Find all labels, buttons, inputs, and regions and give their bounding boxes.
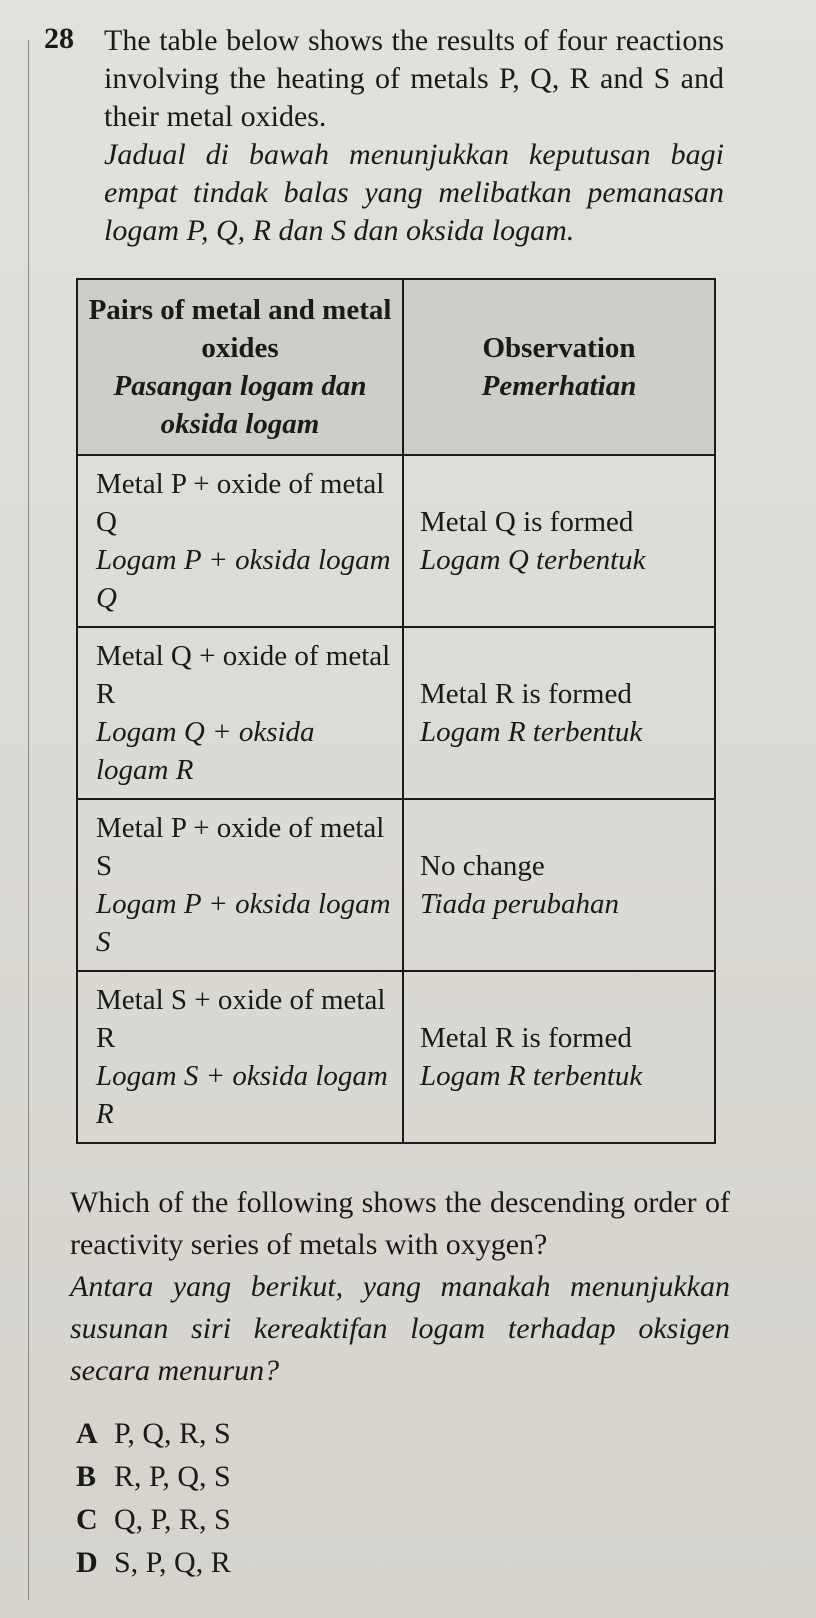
pair-malay: Logam P + oksida logam Q bbox=[96, 544, 391, 614]
option-letter: B bbox=[76, 1460, 97, 1493]
option-d[interactable] bbox=[76, 1541, 231, 1584]
header-observation-english: Observation bbox=[482, 332, 636, 364]
option-text: R, P, Q, S bbox=[114, 1460, 231, 1493]
observation-english: No change bbox=[420, 850, 545, 882]
pair-cell bbox=[77, 799, 403, 971]
header-pairs-malay: Pasangan logam dan oksida logam bbox=[113, 370, 367, 440]
option-c[interactable] bbox=[76, 1498, 231, 1541]
observation-cell bbox=[403, 627, 715, 799]
question-stem bbox=[104, 22, 724, 250]
pair-malay: Logam S + oksida logam R bbox=[96, 1060, 388, 1130]
observation-english: Metal Q is formed bbox=[420, 506, 634, 538]
pair-malay: Logam Q + oksida logam R bbox=[96, 716, 315, 786]
option-text: Q, P, R, S bbox=[114, 1503, 231, 1536]
observation-malay: Tiada perubahan bbox=[420, 888, 619, 920]
pair-english: Metal Q + oxide of metal R bbox=[96, 640, 391, 710]
option-text: S, P, Q, R bbox=[114, 1546, 231, 1579]
table-row bbox=[77, 971, 715, 1143]
observation-cell bbox=[403, 455, 715, 627]
pair-english: Metal P + oxide of metal S bbox=[96, 812, 385, 882]
pair-cell bbox=[77, 971, 403, 1143]
observation-malay: Logam R terbentuk bbox=[420, 716, 643, 748]
stem-english: The table below shows the results of four reactions involving the heating of metals P, Q, R and S and their metal oxides. bbox=[104, 24, 724, 133]
option-b[interactable] bbox=[76, 1455, 231, 1498]
observation-cell bbox=[403, 799, 715, 971]
header-pairs bbox=[77, 279, 403, 455]
margin-line bbox=[28, 40, 29, 1600]
table-header-row bbox=[77, 279, 715, 455]
header-observation bbox=[403, 279, 715, 455]
question-number: 28 bbox=[44, 22, 74, 55]
question-prompt bbox=[70, 1182, 730, 1392]
table-row bbox=[77, 799, 715, 971]
pair-english: Metal P + oxide of metal Q bbox=[96, 468, 385, 538]
observation-malay: Logam Q terbentuk bbox=[420, 544, 646, 576]
table-row bbox=[77, 627, 715, 799]
header-pairs-english: Pairs of metal and metal oxides bbox=[88, 294, 392, 364]
header-observation-malay: Pemerhatian bbox=[481, 370, 637, 402]
observation-english: Metal R is formed bbox=[420, 1022, 632, 1054]
results-table bbox=[76, 278, 716, 1144]
option-a[interactable] bbox=[76, 1412, 231, 1455]
option-letter: C bbox=[76, 1503, 98, 1536]
pair-english: Metal S + oxide of metal R bbox=[96, 984, 386, 1054]
answer-options bbox=[76, 1412, 231, 1584]
pair-cell bbox=[77, 627, 403, 799]
stem-malay: Jadual di bawah menunjukkan keputusan bagi empat tindak balas yang melibatkan pemanasan logam P, Q, R dan S dan oksida logam. bbox=[104, 138, 724, 247]
prompt-english: Which of the following shows the descending order of reactivity series of metals with oxygen? bbox=[70, 1186, 730, 1261]
prompt-malay: Antara yang berikut, yang manakah menunjukkan susunan siri kereaktifan logam terhadap oksigen secara menurun? bbox=[70, 1270, 730, 1387]
pair-malay: Logam P + oksida logam S bbox=[96, 888, 391, 958]
observation-english: Metal R is formed bbox=[420, 678, 632, 710]
option-text: P, Q, R, S bbox=[114, 1417, 231, 1450]
option-letter: D bbox=[76, 1546, 98, 1579]
option-letter: A bbox=[76, 1417, 98, 1450]
table-row bbox=[77, 455, 715, 627]
observation-cell bbox=[403, 971, 715, 1143]
pair-cell bbox=[77, 455, 403, 627]
observation-malay: Logam R terbentuk bbox=[420, 1060, 643, 1092]
